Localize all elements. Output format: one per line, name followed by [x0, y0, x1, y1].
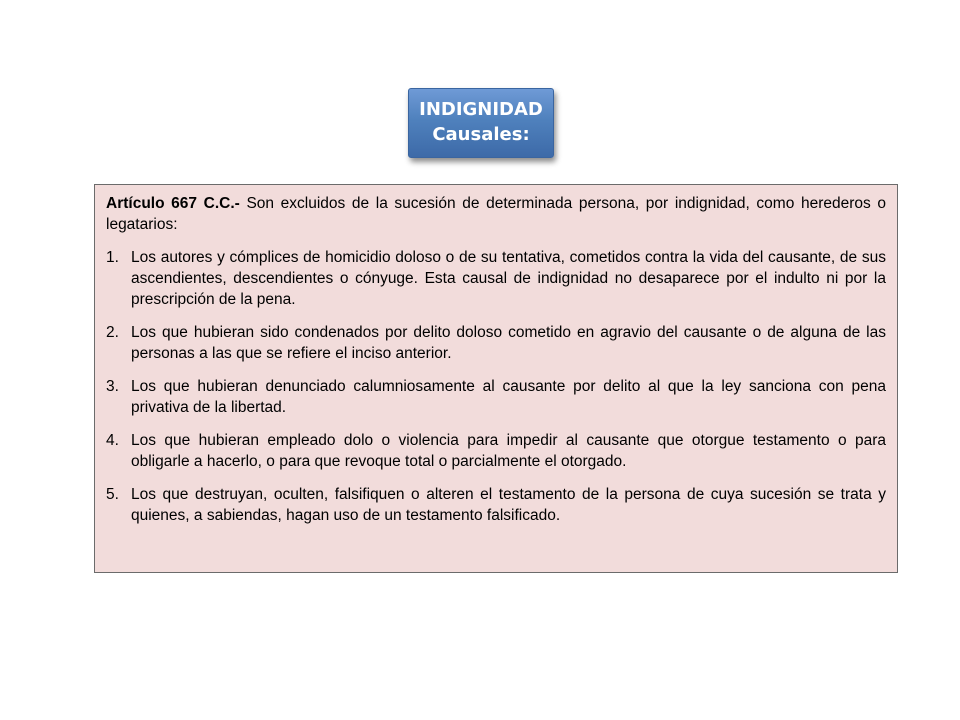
title-line-2: Causales: — [432, 124, 530, 145]
article-intro-text: Son excluidos de la sucesión de determinada persona, por indignidad, como herederos o legatarios: — [106, 195, 886, 233]
list-item — [106, 484, 886, 526]
item-number: 4. — [106, 432, 119, 449]
item-text: Los que destruyan, oculten, falsifiquen o alteren el testamento de la persona de cuya sucesión se trata y quienes, a sabiendas, hagan uso de un testamento falsificado. — [131, 486, 886, 524]
list-item — [106, 247, 886, 310]
article-box — [94, 184, 898, 573]
list-item — [106, 430, 886, 472]
list-item — [106, 376, 886, 418]
item-number: 2. — [106, 324, 119, 341]
article-intro — [106, 193, 886, 235]
title-box — [408, 88, 554, 158]
article-label: Artículo 667 C.C.- — [106, 195, 240, 212]
item-number: 5. — [106, 486, 119, 503]
item-number: 3. — [106, 378, 119, 395]
item-text: Los que hubieran empleado dolo o violencia para impedir al causante que otorgue testamento o para obligarle a hacerlo, o para que revoque total o parcialmente el otorgado. — [131, 432, 886, 470]
item-text: Los que hubieran denunciado calumniosamente al causante por delito al que la ley sanciona con pena privativa de la libertad. — [131, 378, 886, 416]
item-number: 1. — [106, 249, 119, 266]
item-text: Los autores y cómplices de homicidio doloso o de su tentativa, cometidos contra la vida del causante, de sus ascendientes, descendientes o cónyuge. Esta causal de indignidad no desaparece por el indulto ni por la prescripción de la pena. — [131, 249, 886, 308]
list-item — [106, 322, 886, 364]
item-text: Los que hubieran sido condenados por delito doloso cometido en agravio del causante o de alguna de las personas a las que se refiere el inciso anterior. — [131, 324, 886, 362]
causales-list — [106, 247, 886, 526]
title-line-1: INDIGNIDAD — [419, 99, 543, 120]
